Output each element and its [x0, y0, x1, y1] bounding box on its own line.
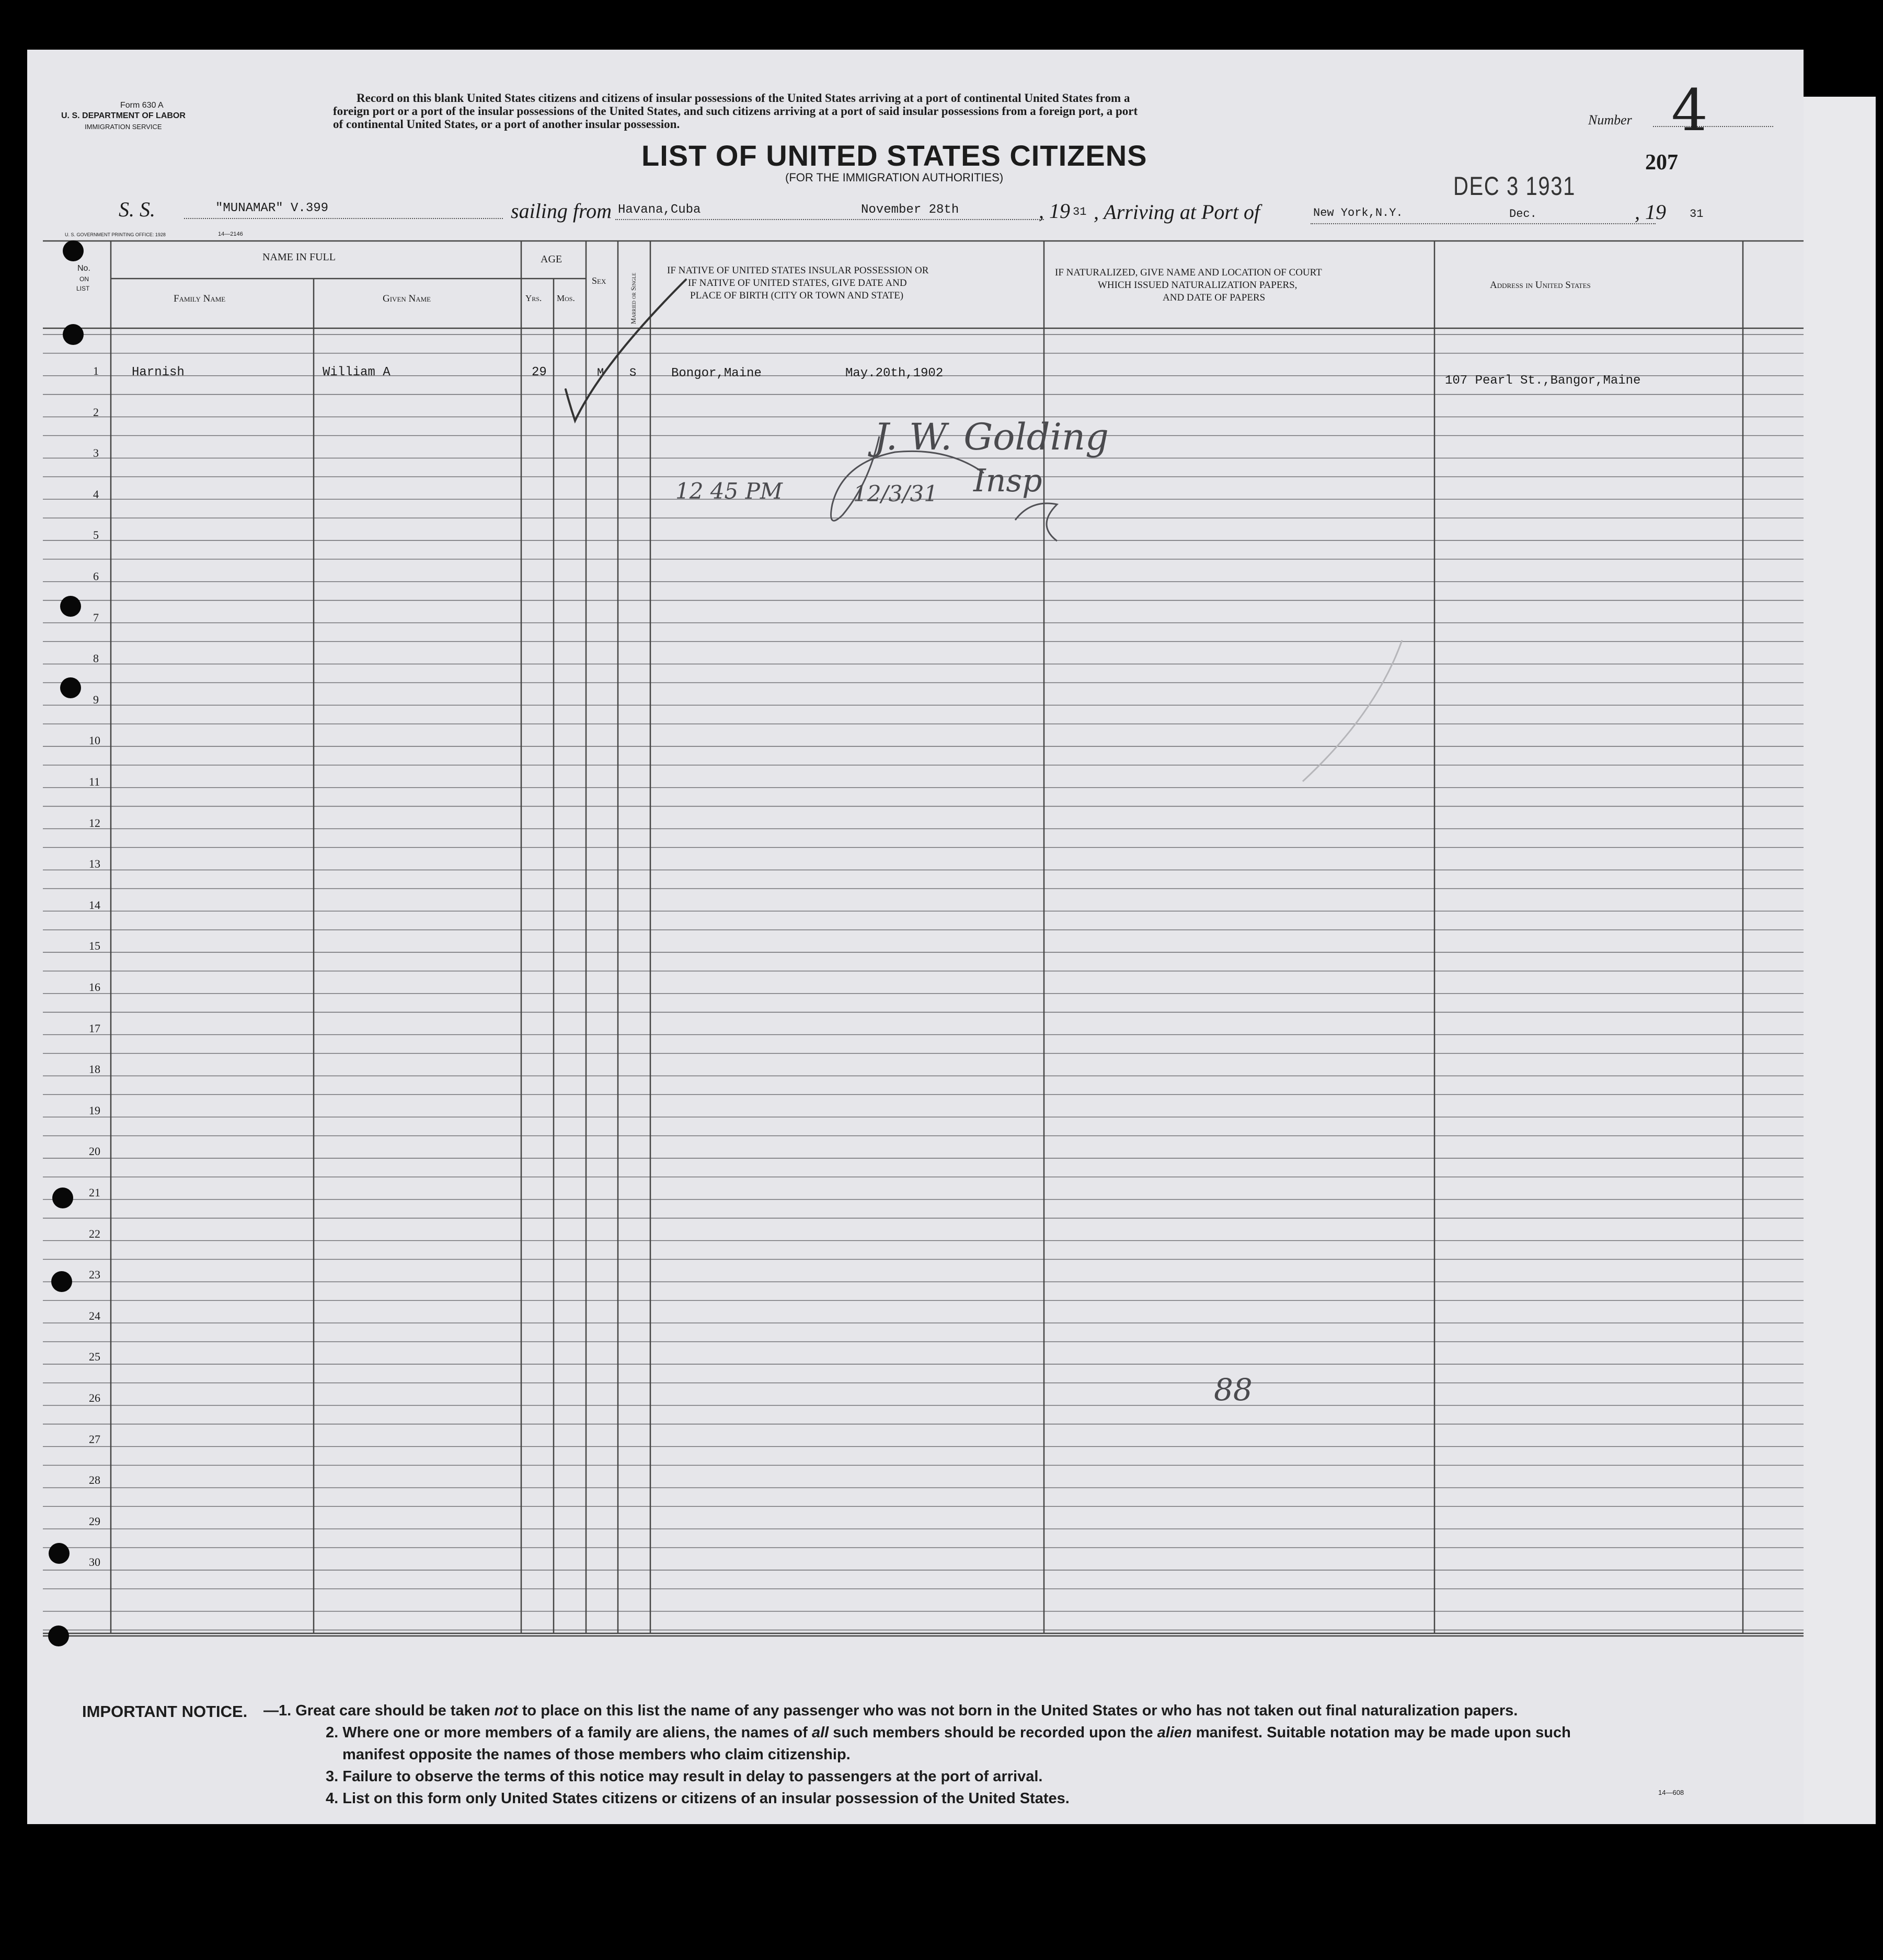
- instructions-line3: of continental United States, or a port of another insular possession.: [333, 118, 680, 131]
- notice-label: IMPORTANT NOTICE.: [82, 1702, 248, 1721]
- punch-hole: [52, 1187, 73, 1208]
- handwritten-date: 12/3/31: [853, 481, 938, 506]
- ship-name: "MUNAMAR" V.399: [215, 201, 329, 215]
- department: U. S. DEPARTMENT OF LABOR: [61, 111, 186, 120]
- header-given-name: Given Name: [383, 293, 431, 304]
- number-value: 4: [1671, 77, 1708, 144]
- printing-code: 14—2146: [218, 231, 243, 237]
- punch-hole: [60, 596, 81, 617]
- header-age: AGE: [541, 253, 562, 265]
- entry-marital: S: [629, 366, 637, 379]
- notice-item-1: [263, 1702, 1518, 1720]
- check-mark: [560, 259, 696, 431]
- row-number: 11: [89, 775, 100, 788]
- row-number: 8: [93, 652, 99, 665]
- row-number: 6: [93, 570, 99, 583]
- signature-title: Insp: [973, 463, 1042, 499]
- row-number: 24: [89, 1309, 100, 1322]
- manifest-page: [27, 50, 1804, 1824]
- row-number: 19: [89, 1103, 100, 1117]
- row-number: 27: [89, 1432, 100, 1446]
- page-title: LIST OF UNITED STATES CITIZENS: [641, 139, 1147, 172]
- notice-item-1-em: not: [494, 1702, 518, 1719]
- header-yrs: Yrs.: [525, 293, 542, 303]
- arrival-year-suffix: 31: [1690, 207, 1704, 221]
- date-stamp: DEC 3 1931: [1453, 171, 1576, 201]
- row-number: 13: [89, 857, 100, 871]
- row-number: 22: [89, 1227, 100, 1240]
- punch-hole: [49, 1543, 70, 1564]
- row-number: 14: [89, 898, 100, 912]
- ss-label: S. S.: [119, 198, 155, 221]
- header-naturalization-line1: IF NATURALIZED, GIVE NAME AND LOCATION OF COURT: [1055, 267, 1322, 278]
- header-address: Address in United States: [1490, 280, 1591, 291]
- arrival-year-prefix: , 19: [1635, 200, 1666, 224]
- row-number: 2: [93, 405, 99, 419]
- entry-address: 107 Pearl St.,Bangor,Maine: [1445, 374, 1641, 388]
- handwritten-time: 12 45 PM: [675, 478, 783, 504]
- header-married-or-single: Married or Single: [629, 272, 637, 325]
- row-number: 29: [89, 1514, 100, 1528]
- notice-item-2-em2: alien: [1157, 1724, 1192, 1741]
- header-birth-line1: IF NATIVE OF UNITED STATES INSULAR POSSESSION OR: [667, 265, 929, 276]
- header-birth-line2: IF NATIVE OF UNITED STATES, GIVE DATE AND: [688, 278, 907, 289]
- header-birth-line3: PLACE OF BIRTH (CITY OR TOWN AND STATE): [690, 290, 904, 301]
- notice-item-2-cont: manifest opposite the names of those members who claim citizenship.: [342, 1746, 851, 1763]
- instructions-line1: Record on this blank United States citizens and citizens of insular possessions of the United States arriving at a port of continental United States from a: [357, 91, 1130, 105]
- row-number: 16: [89, 981, 100, 994]
- row-number: 10: [89, 734, 100, 747]
- notice-item-2-post: manifest. Suitable notation may be made upon such: [1191, 1724, 1571, 1741]
- sheet-number: 207: [1645, 151, 1678, 175]
- number-label: Number: [1588, 112, 1632, 128]
- header-no: No.: [77, 264, 90, 273]
- punch-hole: [63, 324, 84, 345]
- entry-sex: M: [597, 366, 604, 379]
- form-id: Form 630 A: [120, 101, 164, 110]
- row-number: 3: [93, 446, 99, 460]
- entry-family-name: Harnish: [132, 365, 185, 379]
- notice-item-2: [326, 1724, 1571, 1742]
- entry-age: 29: [532, 365, 547, 379]
- page-subtitle: (FOR THE IMMIGRATION AUTHORITIES): [785, 171, 1004, 184]
- row-number: 1: [93, 364, 99, 377]
- pencil-stroke: [1282, 635, 1418, 792]
- row-number: 17: [89, 1021, 100, 1035]
- arrival-month: Dec.: [1509, 207, 1537, 221]
- entry-given-name: William A: [323, 365, 391, 379]
- notice-item-4: 4. List on this form only United States citizens or citizens of an insular possession of the United States.: [326, 1790, 1070, 1807]
- row-number: 23: [89, 1268, 100, 1282]
- row-number: 30: [89, 1555, 100, 1569]
- row-number: 20: [89, 1145, 100, 1158]
- row-number: 4: [93, 487, 99, 501]
- year-suffix: 31: [1073, 205, 1087, 218]
- notice-item-2-mid: such members should be recorded upon the: [829, 1724, 1157, 1741]
- row-number: 18: [89, 1063, 100, 1076]
- form-code: 14—608: [1658, 1789, 1684, 1796]
- row-number: 7: [93, 610, 99, 624]
- notice-item-1-pre: —1. Great care should be taken: [263, 1702, 495, 1719]
- arrival-port: New York,N.Y.: [1313, 206, 1403, 220]
- arriving-label: , Arriving at Port of: [1094, 200, 1260, 224]
- depart-date: November 28th: [861, 203, 959, 217]
- row-number: 28: [89, 1473, 100, 1487]
- row-number: 9: [93, 693, 99, 706]
- instructions-line2: foreign port or a port of the insular possessions of the United States, and such citizens arriving at a port of said insular possessions from a foreign port, a port: [333, 105, 1138, 118]
- entry-birth-date: May.20th,1902: [845, 366, 944, 381]
- punch-hole: [63, 240, 84, 261]
- punch-hole: [48, 1625, 69, 1646]
- from-port: Havana,Cuba: [618, 203, 701, 217]
- year-prefix: , 19: [1039, 199, 1070, 223]
- page-mark: 88: [1214, 1372, 1253, 1408]
- punch-hole: [60, 677, 81, 698]
- notice-item-2-pre: 2. Where one or more members of a family are aliens, the names of: [326, 1724, 812, 1741]
- header-name-in-full: NAME IN FULL: [262, 251, 336, 263]
- service: IMMIGRATION SERVICE: [85, 123, 162, 131]
- notice-item-3: 3. Failure to observe the terms of this notice may result in delay to passengers at the port of arrival.: [326, 1768, 1043, 1785]
- notice-item-2-em: all: [811, 1724, 829, 1741]
- manifest-grid: [27, 50, 1804, 1774]
- header-family-name: Family Name: [174, 293, 226, 304]
- row-number: 15: [89, 939, 100, 953]
- entry-birth-place: Bongor,Maine: [671, 366, 762, 381]
- row-number: 25: [89, 1350, 100, 1364]
- punch-hole: [51, 1271, 72, 1292]
- header-mos: Mos.: [557, 293, 575, 303]
- header-sex: Sex: [592, 275, 606, 286]
- notice-item-1-post: to place on this list the name of any passenger who was not born in the United States or who has not taken out final naturalization papers.: [518, 1702, 1518, 1719]
- header-list: LIST: [76, 285, 90, 292]
- signature: J. W. Golding: [874, 416, 1109, 458]
- header-naturalization-line3: AND DATE OF PAPERS: [1163, 292, 1266, 303]
- header-on: ON: [79, 275, 89, 283]
- sailing-label: sailing from: [511, 199, 612, 223]
- row-number: 5: [93, 528, 99, 542]
- row-number: 12: [89, 816, 100, 829]
- header-naturalization-line2: WHICH ISSUED NATURALIZATION PAPERS,: [1098, 280, 1298, 291]
- row-number: 21: [89, 1186, 100, 1199]
- row-number: 26: [89, 1391, 100, 1404]
- printing-office: U. S. GOVERNMENT PRINTING OFFICE: 1928: [65, 232, 166, 237]
